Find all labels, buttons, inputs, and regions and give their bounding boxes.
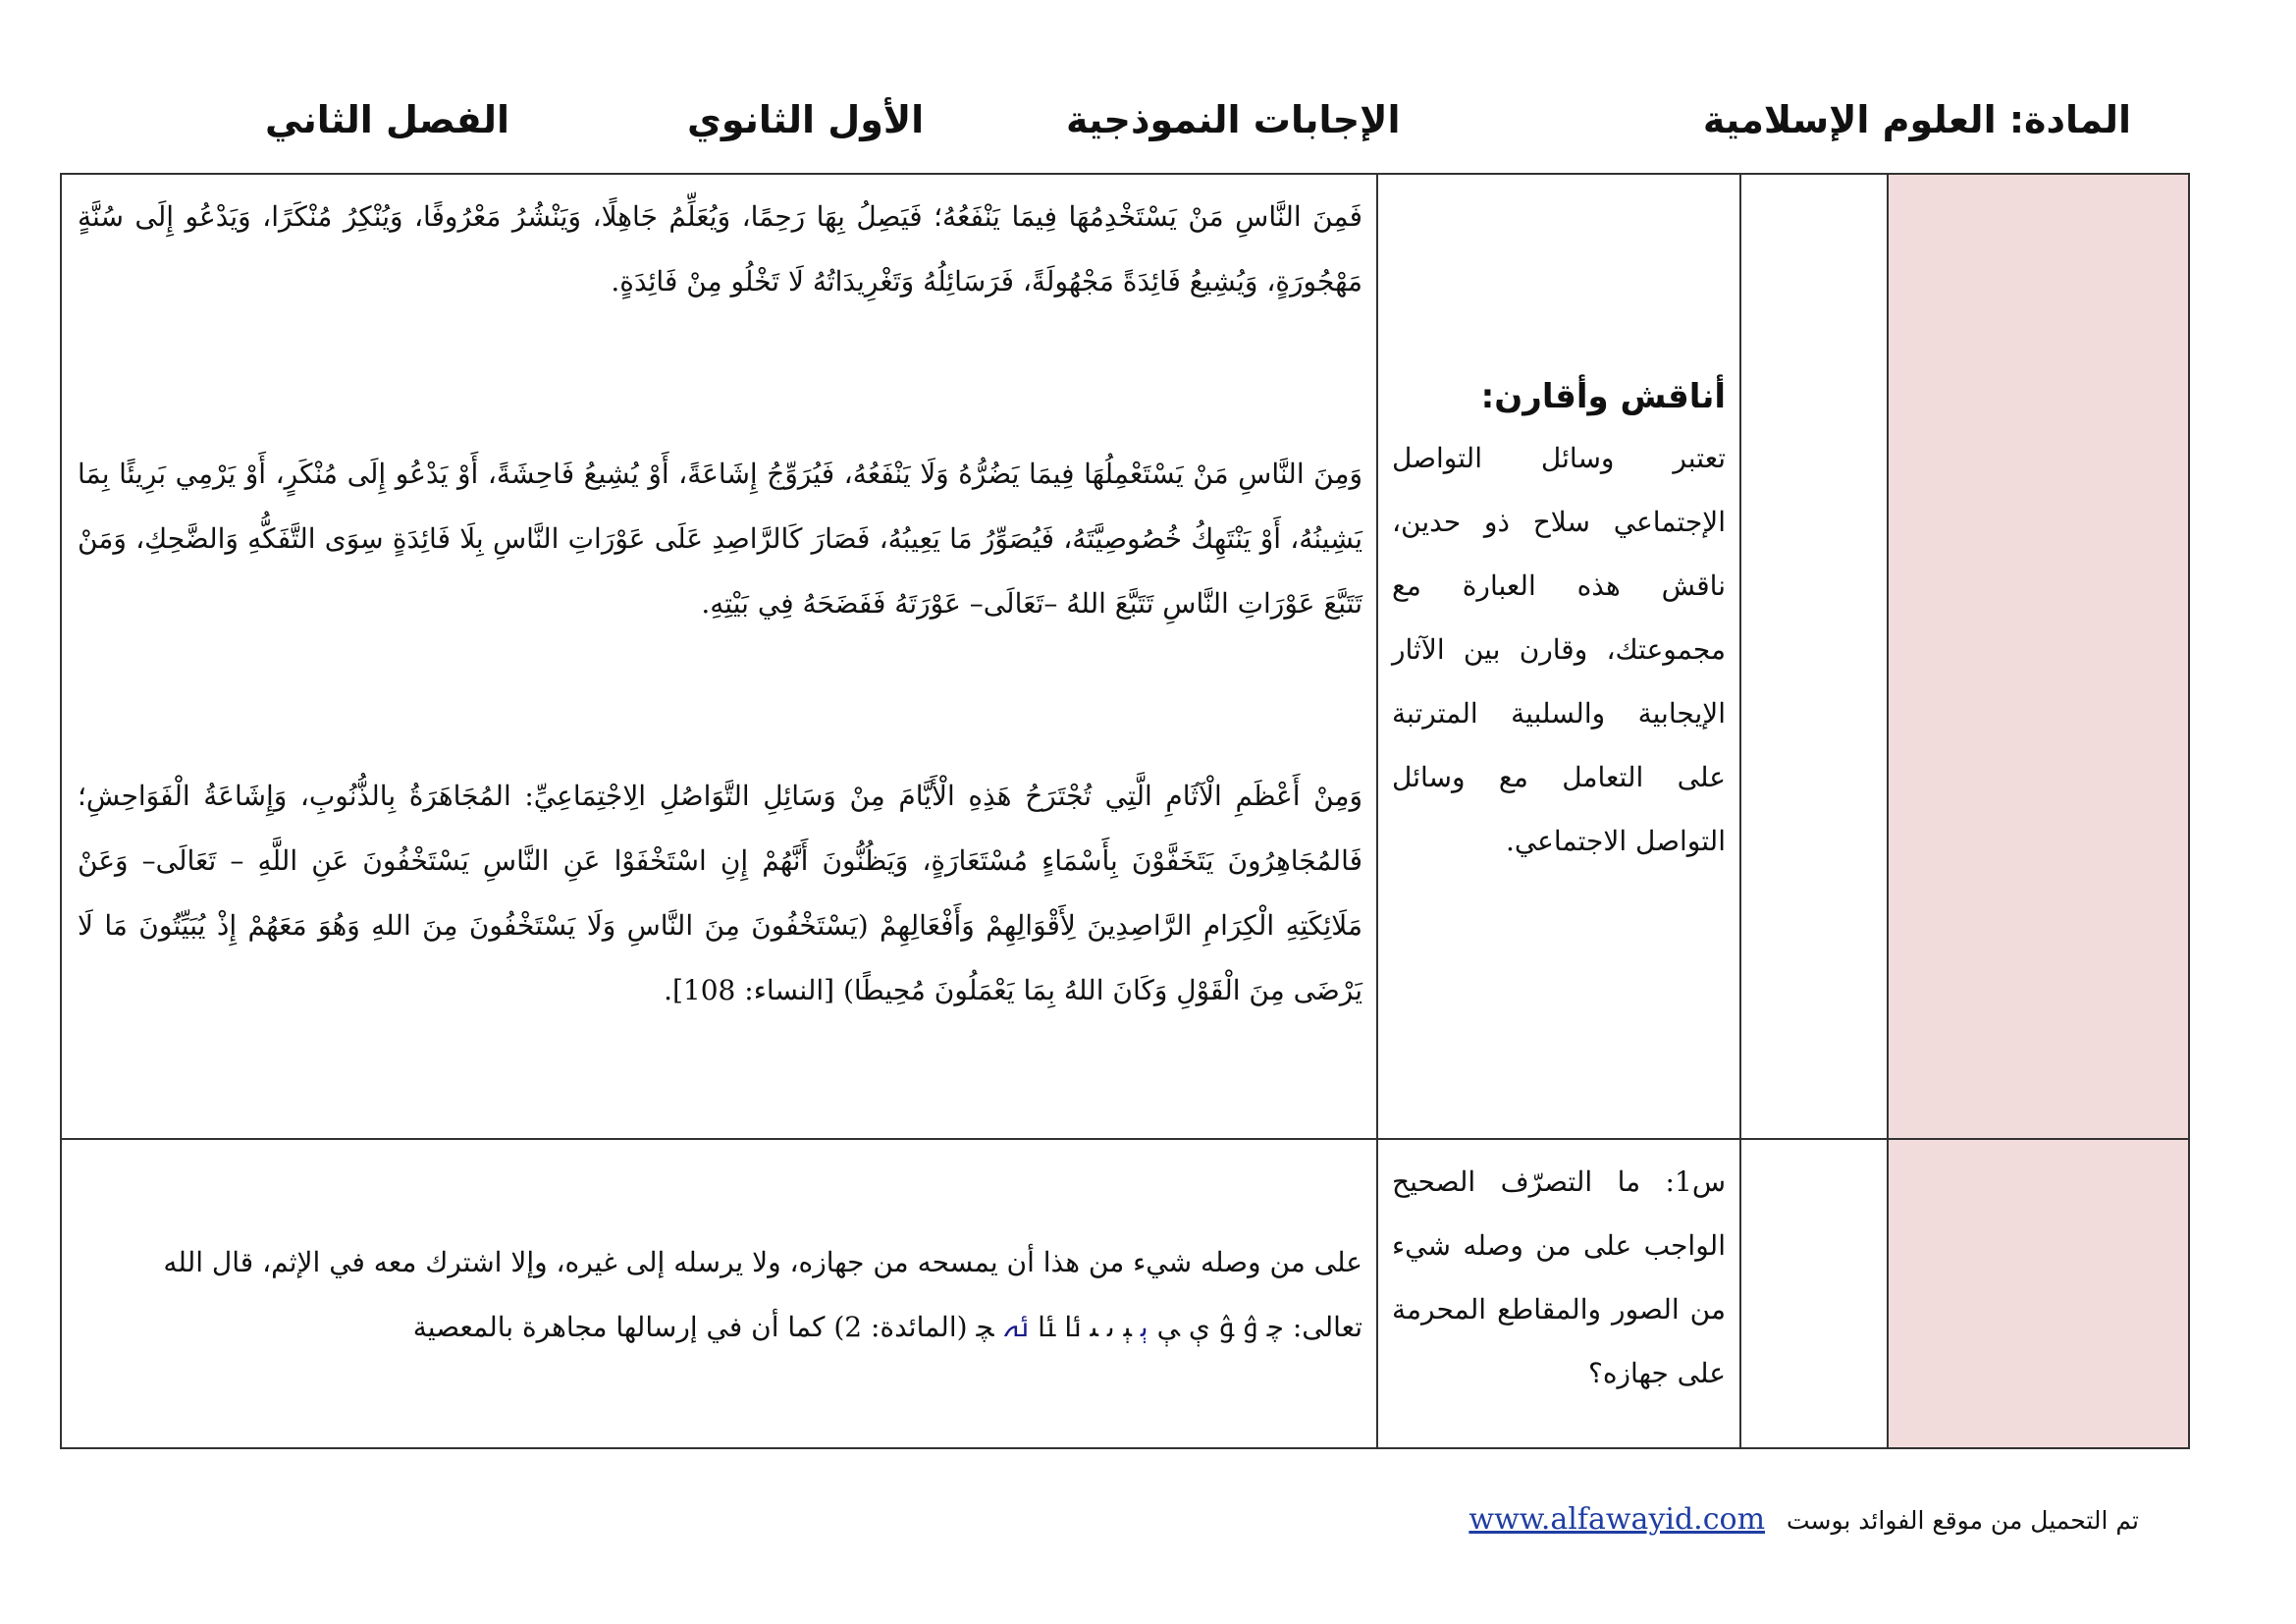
question-cell xyxy=(1377,1139,1740,1448)
answer-paragraph: وَمِنَ النَّاسِ مَنْ يَسْتَعْمِلُهَا فِيمَا يَضُرُّهُ وَلَا يَنْفَعُهُ، فَيُرَوِّجُ إِشَاعَةً، أَوْ يُشِيعُ فَاحِشَةً، أَوْ يَدْعُو إِلَى مُنْكَرٍ، أَوْ يَرْمِي بَرِيئًا بِمَا يَشِينُهُ، أَوْ يَنْتَهِكُ خُصُوصِيَّتَهُ، فَيُصَوِّرُ مَا يَعِيبُهُ، فَصَارَ كَالرَّاصِدِ عَلَى عَوْرَاتِ النَّاسِ بِلَا فَائِدَةٍ سِوَى التَّفَكُّهِ وَالضَّحِكِ، وَمَنْ تَتَبَّعَ عَوْرَاتِ النَّاسِ تَتَبَّعَ اللهُ –تَعَالَى– عَوْرَتَهُ فَفَضَحَهُ فِي بَيْتِهِ. xyxy=(78,458,1362,620)
ayah-glyph: ﯬ xyxy=(1002,1311,1030,1343)
grade-title: الأول الثانوي xyxy=(687,98,925,141)
website-link[interactable]: www.alfawayid.com xyxy=(1468,1502,1766,1537)
question-title: أناقش وأقارن: xyxy=(1480,377,1726,416)
answer-line: ﯧ ﯨ ﯩ ﯪ ﯫ xyxy=(1038,1311,1132,1343)
question-text: تعتبر وسائل التواصل الإجتماعي سلاح ذو حدين، ناقش هذه العبارة مع مجموعتك، وقارن بين الآثار الإيجابية والسلبية المترتبة على التعامل مع وسائل التواصل الاجتماعي. xyxy=(1392,442,1726,857)
table-row xyxy=(61,174,2189,1139)
answer-paragraph: فَمِنَ النَّاسِ مَنْ يَسْتَخْدِمُهَا فِيمَا يَنْفَعُهُ؛ فَيَصِلُ بِهَا رَحِمًا، وَيُعَلِّمُ جَاهِلًا، وَيَنْشُرُ مَعْرُوفًا، وَيُنْكِرُ مُنْكَرًا، وَيَدْعُو إِلَى سُنَّةٍ مَهْجُورَةٍ، وَيُشِيعُ فَائِدَةً مَجْهُولَةً، فَرَسَائِلُهُ وَتَغْرِيدَاتُهُ لَا تَخْلُو مِنْ فَائِدَةٍ. xyxy=(78,200,1362,298)
table-row xyxy=(61,1139,2189,1448)
question-cell xyxy=(1377,174,1740,1139)
subject-title: المادة: العلوم الإسلامية xyxy=(1702,98,2131,141)
answer-paragraph xyxy=(78,1230,1362,1360)
page-header xyxy=(0,90,2296,159)
empty-cell xyxy=(1740,1139,1888,1448)
answer-cell xyxy=(61,1139,1377,1448)
answer-paragraph: وَمِنْ أَعْظَمِ الْآثَامِ الَّتِي تُجْتَرَحُ هَذِهِ الْأَيَّامَ مِنْ وَسَائِلِ التَّوَاصُلِ الِاجْتِمَاعِيِّ: المُجَاهَرَةُ بِالذُّنُوبِ، وَإِشَاعَةُ الْفَوَاحِشِ؛ فَالمُجَاهِرُونَ يَتَخَفَّوْنَ بِأَسْمَاءٍ مُسْتَعَارَةٍ، وَيَظُنُّونَ أَنَّهُمْ إِنِ اسْتَخْفَوْا عَنِ النَّاسِ يَسْتَخْفُونَ عَنِ اللَّهِ – تَعَالَى– وَعَنْ مَلَائِكَتِهِ الْكِرَامِ الرَّاصِدِينَ لِأَقْوَالِهِمْ وَأَفْعَالِهِمْ (يَسْتَخْفُونَ مِنَ النَّاسِ وَلَا يَسْتَخْفُونَ مِنَ اللهِ وَهُوَ مَعَهُمْ إِذْ يُبَيِّتُونَ مَا لَا يَرْضَى مِنَ الْقَوْلِ وَكَانَ اللهُ بِمَا يَعْمَلُونَ مُحِيطًا) [النساء: 108]. xyxy=(78,780,1362,1006)
footer-text: تم التحميل من موقع الفوائد بوست xyxy=(1786,1506,2139,1535)
answer-line: تعالى: ﭼ ﯢ ﯣ ﯤ ﯥ xyxy=(1156,1311,1362,1343)
empty-cell xyxy=(1740,174,1888,1139)
ayah-glyph: ﯦ xyxy=(1140,1311,1148,1343)
pink-margin-cell xyxy=(1888,1139,2189,1448)
question-text: س1: ما التصرّف الصحيح الواجب على من وصله شيء من الصور والمقاطع المحرمة على جهازه؟ xyxy=(1392,1165,1726,1389)
answer-line: ﭽ (المائدة: 2) كما أن في إرسالها مجاهرة بالمعصية xyxy=(412,1311,994,1343)
answers-title: الإجابات النموذجية xyxy=(1066,98,1401,141)
answer-line: على من وصله شيء من هذا أن يمسحه من جهازه، ولا يرسله إلى غيره، وإلا اشترك معه في الإثم، قال الله xyxy=(163,1246,1362,1278)
pink-margin-cell xyxy=(1888,174,2189,1139)
page-footer xyxy=(1468,1502,2139,1537)
answer-cell xyxy=(61,174,1377,1139)
term-title: الفصل الثاني xyxy=(265,98,510,141)
answers-table xyxy=(60,173,2190,1449)
